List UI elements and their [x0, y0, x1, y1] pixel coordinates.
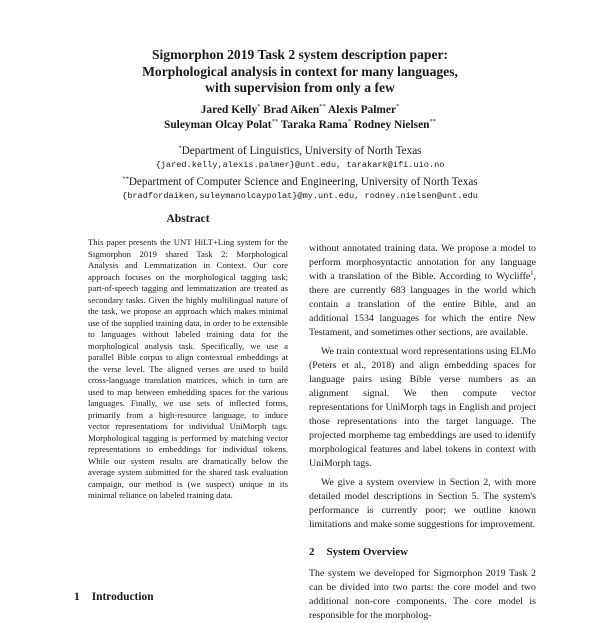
author-line-2 — [60, 118, 540, 133]
affiliation-computer-science: **Department of Computer Science and Engineering, University of North Texas — [122, 175, 478, 188]
left-column — [88, 212, 288, 502]
email-linguistics: {jared.kelly,alexis.palmer}@unt.edu, tarakark@ifi.uio.no — [155, 160, 445, 170]
footnote-marker: 1 — [530, 269, 534, 277]
abstract-text: This paper presents the UNT HiLT+Ling system for the Sigmorphon 2019 shared Task 2: Morphological Analysis and Lemmatization in Context. Our core approach focuses on the morphological tagging task; part-of-speech tagging and lemmatization are treated as secondary tasks. Given the highly multilingual nature of the task, we propose an approach which makes minimal use of the supplied training data, in order to be extensible to languages without labeled training data for the morphological analysis task. Specifically, we use a parallel Bible corpus to align contextual embeddings at the verse level. The aligned verses are used to build cross-language translation matrices, which in turn are used to map between embedding spaces for the various languages. Finally, we use sets of inflected forms, primarily from a high-resource language, to induce vector representations for individual UniMorph tags. Morphological tagging is performed by matching vector representations to embeddings for individual tokens. While our system results are dramatically below the average system submitted for the shared task evaluation campaign, our method is (we suspect) unique in its minimal reliance on labeled training data. — [88, 237, 288, 500]
introduction-heading: 1 Introduction — [74, 591, 154, 603]
title-line-3: with supervision from only a few — [205, 80, 395, 95]
author-line-1 — [60, 103, 540, 118]
body-paragraph-3: We give a system overview in Section 2, with more detailed model descriptions in Section 5. The system's performance is currently poor; we outline known limitations and make some suggestions for improvement. — [309, 477, 536, 530]
affiliation-linguistics: *Department of Linguistics, University of North Texas — [178, 144, 422, 157]
author-brad-aiken: Brad Aiken** — [263, 103, 326, 116]
author-taraka-rama: Taraka Rama* — [280, 118, 351, 131]
author-alexis-palmer: Alexis Palmer* — [328, 103, 400, 116]
abstract-heading: Abstract — [166, 212, 210, 225]
affiliations — [40, 144, 560, 203]
body-paragraph-4: The system we developed for Sigmorphon 2019 Task 2 can be divided into two parts: the core model and two additional non-core components. The core model is responsible for the morpholog- — [309, 568, 536, 621]
author-jared-kelly: Jared Kelly* — [200, 103, 261, 116]
section-2-heading: 2 System Overview — [309, 546, 409, 558]
author-rodney-nielsen: Rodney Nielsen** — [353, 118, 436, 131]
body-paragraph-2: We train contextual word representations using ELMo (Peters et al., 2018) and align embedding spaces for language pairs using Bible verse numbers as an alignment signal. We then compute vector representations for UniMorph tags in English and project those representations into the target language. The projected morpheme tag embeddings are used to identify morphological features and label tokens in context with UniMorph tags. — [309, 346, 536, 469]
title-line-2: Morphological analysis in context for many languages, — [142, 63, 458, 79]
paper-title — [60, 47, 540, 97]
right-column — [309, 242, 536, 623]
author-suleyman-olcay-polat: Suleyman Olcay Polat** — [164, 118, 279, 131]
author-list — [60, 103, 540, 133]
body-paragraph-1: without annotated training data. We propose a model to perform morphosyntactic annotation for any language with a translation of the Bible. According to Wycliffe$^1$, there are currently 683 languages in the world which contain a translation of the entire Bible, and an additional 1534 languages for which the entire New Testament, and sometimes other sections, are available. — [309, 243, 536, 338]
title-line-1: Sigmorphon 2019 Task 2 system description paper: — [151, 47, 449, 62]
email-computer-science: {bradfordaiken,suleymanolcaypolat}@my.unt.edu, rodney.nielsen@unt.edu — [122, 191, 478, 201]
